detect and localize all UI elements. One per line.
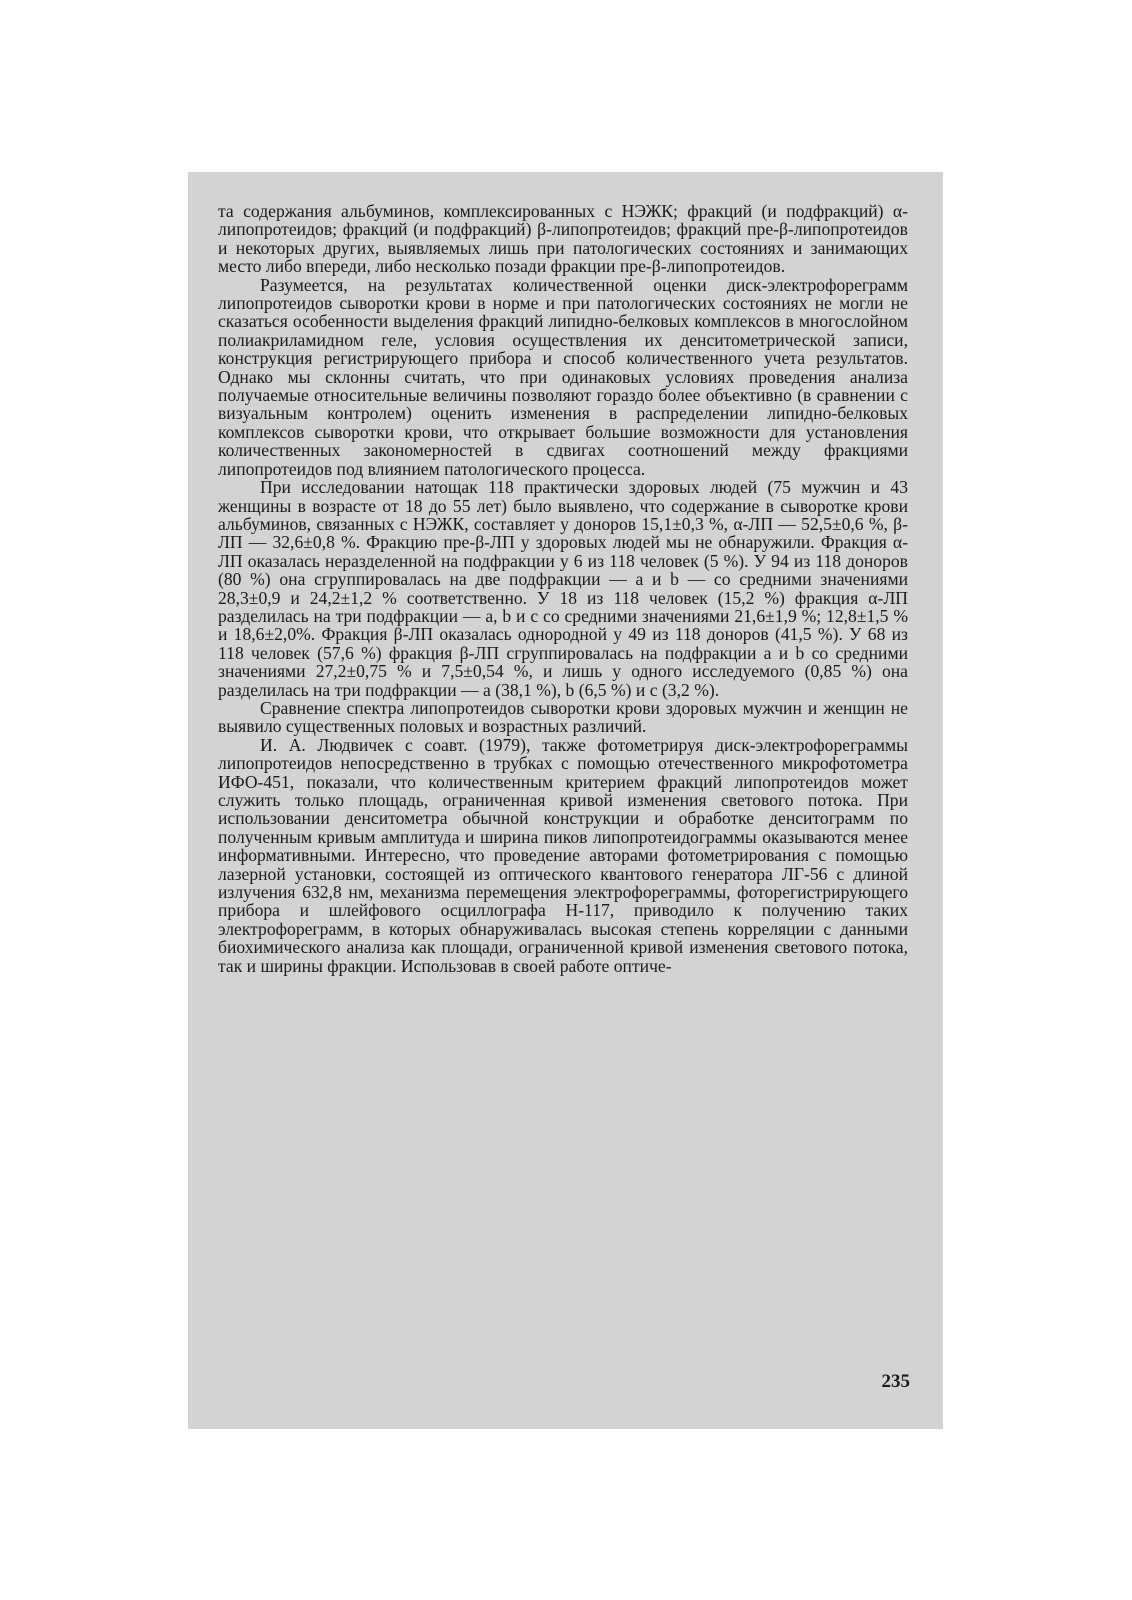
body-text (218, 202, 908, 975)
paragraph: И. А. Людвичек с соавт. (1979), также фотометрируя диск-электрофореграммы липопротеидов непосредственно в трубках с помощью отечественного микрофотометра ИФО-451, показали, что количественным критерием фракций липопротеидов может служить только площадь, ограниченная кривой изменения светового потока. При использовании денситометра обычной конструкции и обработке денситограмм по полученным кривым амплитуда и ширина пиков липопротеидограммы оказываются менее информативными. Интересно, что проведение авторами фотометрирования с помощью лазерной установки, состоящей из оптического квантового генератора ЛГ-56 с длиной излучения 632,8 нм, механизма перемещения электрофореграммы, фоторегистрирующего прибора и шлейфового осциллографа Н-117, приводило к получению таких электрофореграмм, в которых обнаруживалась высокая степень корреляции с данными биохимического анализа как площади, ограниченной кривой изменения светового потока, так и ширины фракции. Использовав в своей работе оптиче- (218, 734, 908, 976)
page-number: 235 (881, 1371, 910, 1392)
paragraph: Разумеется, на результатах количественной оценки диск-электрофореграмм липопротеидов сыворотки крови в норме и при патологических состояниях не могли не сказаться особенности выделения фракций липидно-белковых комплексов в многослойном полиакриламидном геле, условия осуществления их денситометрической записи, конструкция регистрирующего прибора и способ количественного учета результатов. Однако мы склонны считать, что при одинаковых условиях проведения анализа получаемые относительные величины позволяют гораздо более объективно (в сравнении с визуальным контролем) оценить изменения в распределении липидно-белковых комплексов сыворотки крови, что открывает большие возможности для установления количественных закономерностей в сдвигах соотношений между фракциями липопротеидов под влиянием патологического процесса. (218, 274, 908, 479)
paragraph: Сравнение спектра липопротеидов сыворотки крови здоровых мужчин и женщин не выявило существенных половых и возрастных различий. (218, 697, 908, 737)
book-page (188, 172, 943, 1429)
paragraph: При исследовании натощак 118 практически здоровых людей (75 мужчин и 43 женщины в возрасте от 18 до 55 лет) было выявлено, что содержание в сыворотке крови альбуминов, связанных с НЭЖК, составляет у доноров 15,1±0,3 %, α-ЛП — 52,5±0,6 %, β-ЛП — 32,6±0,8 %. Фракцию пре-β-ЛП у здоровых людей мы не обнаружили. Фракция α-ЛП оказалась неразделенной на подфракции у 6 из 118 человек (5 %). У 94 из 118 доноров (80 %) она сгруппировалась на две подфракции — a и b — со средними значениями 28,3±0,9 и 24,2±1,2 % соответственно. У 18 из 118 человек (15,2 %) фракция α-ЛП разделилась на три подфракции — a, b и c со средними значениями 21,6±1,9 %; 12,8±1,5 % и 18,6±2,0%. Фракция β-ЛП оказалась однородной у 49 из 118 доноров (41,5 %). У 68 из 118 человек (57,6 %) фракция β-ЛП сгруппировалась на подфракции a и b со средними значениями 27,2±0,75 % и 7,5±0,54 %, и лишь у одного исследуемого (0,85 %) она разделилась на три подфракции — a (38,1 %), b (6,5 %) и c (3,2 %). (218, 477, 908, 700)
paragraph-continuation: та содержания альбуминов, комплексированных с НЭЖК; фракций (и подфракций) α-липопротеидов; фракций (и подфракций) β-липопротеидов; фракций пре-β-липопротеидов и некоторых других, выявляемых лишь при патологических состояниях и занимающих место либо впереди, либо несколько позади фракции пре-β-липопротеидов. (218, 201, 908, 277)
